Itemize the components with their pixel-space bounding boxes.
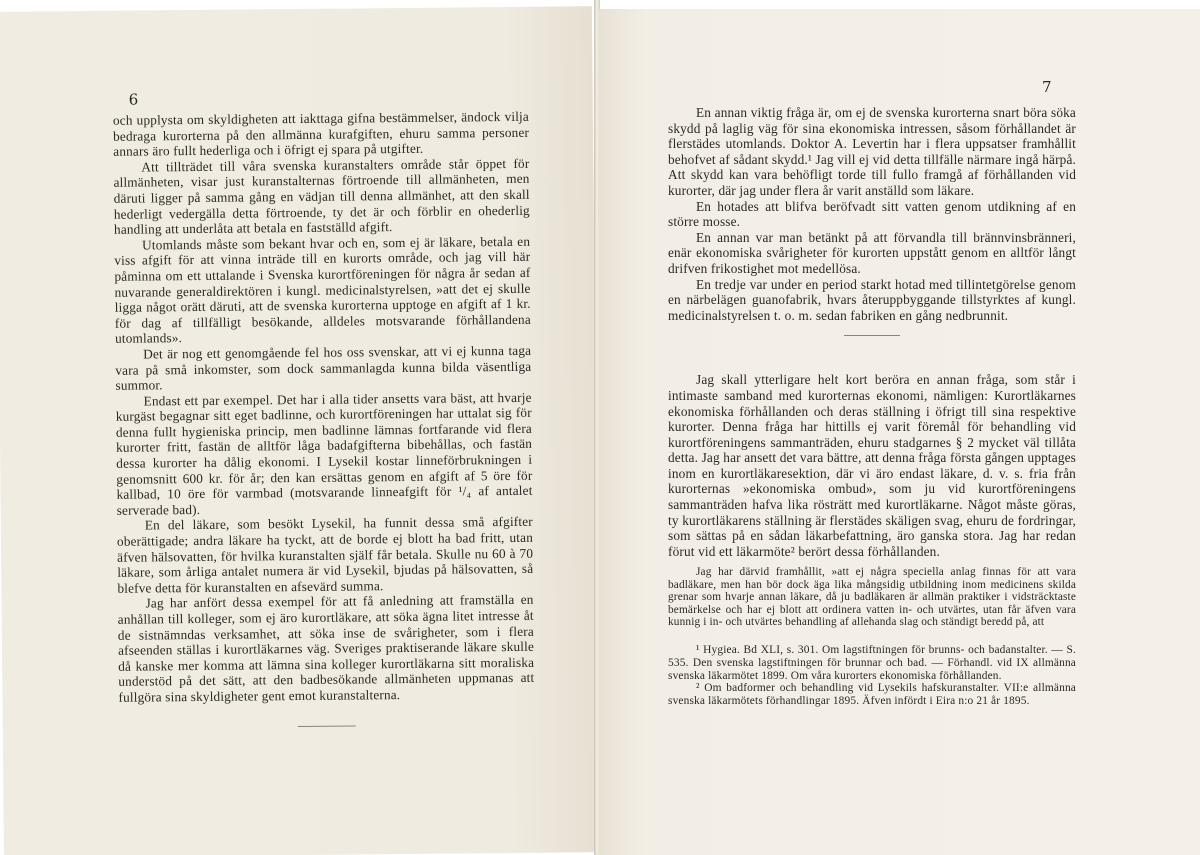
paragraph: En tredje var under en period starkt hotad med tillintetgörelse genom en närbelägen guanofabrik, hvars återuppbyggande tillstyrktes af kungl. medicinalstyrelsen t. o. m. sedan fabriken en gång nedbrunnit. [668,276,1076,323]
paragraph: En del läkare, som besökt Lysekil, ha funnit dessa små afgifter oberättigade; andra läkare ha tyckt, att de borde ej blott ha bad fritt, utan äfven hälsovatten, för hvilka kuranstalten själf får betala. Skulle nu 60 à 70 läkare, som årliga antalet numera är vid Lysekil, bjudas på hälsovatten, så blefve detta för kuranstalten en afsevärd summa. [116,514,534,596]
quoted-note: Jag har därvid framhållit, »att ej några speciella anlag finnas för att vara badläkare, men han bör dock äga lika mångsidig utbildning inom medicinens skilda grenar som hvarje annan läkare, då ju badläkaren är allmän praktiker i vidsträcktaste bemärkelse och har ej blott att ordinera vatten in- och utvärtes, utan får äfven vara kunnig i in- och utvärtes behandling af allehanda slag och ständigt beredd på, att [668,566,1076,629]
footnote: ² Om badformer och behandling vid Lysekils hafskuranstalter. VII:e allmänna svenska läkarmötets förhandlingar 1895. Äfven infördt i Eira n:o 21 år 1895. [668,682,1076,707]
footnote: ¹ Hygiea. Bd XLI, s. 301. Om lagstiftningen för brunns- och badanstalter. — S. 535. Den svenska lagstiftningen för brunnar och bad. — Förhandl. vid IX allmänna svenska läkarmötet 1899. Om våra kurorters ekonomiska förhållanden. [668,644,1076,682]
right-page [598,9,1200,855]
paragraph: Det är nog ett genomgående fel hos oss svenskar, att vi ej kunna taga vara på små inkomster, som dock sammanlagda kunna bilda väsentliga summor. [115,342,532,393]
section-divider [844,335,900,336]
paragraph: Jag skall ytterligare helt kort beröra en annan fråga, som står i intimaste samband med kurorternas ekonomi, nämligen: Kurortläkarnes ekonomiska förhållanden och deras ställning i öfrigt till sina respektive kurorter. Denna fråga har hittills ej varit föremål för behandling vid kurortföreningens sammanträden, ehuru stadgarnes § 2 mycket väl tillåta detta. Jag har ansett det vara bättre, att denna fråga första gången upptages inom en kurortläkaresektion, där vi äro endast läkare, d. v. s. fria från kurorternas »ekonomiska ombud», som ju vid kurortföreningens sammanträden hafva lika rösträtt med kurortläkarne. Något måste göras, ty kurortläkarens ställning är flerstädes skäligen svag, ehuru de fordringar, som sättas på en sådan läkarbefattning, äro ganska stora. Jag har redan förut vid ett läkarmöte² berört dessa förhållanden. [668,372,1076,559]
right-page-text [668,105,1076,707]
paragraph: Jag har anfört dessa exempel för att få anledning att framställa en anhållan till kolleger, som ej äro kurortläkare, att söka ägna litet intresse åt de sistnämndas verksamhet, att söka inse de svårigheter, som i flera afseenden ställas i kurortläkarnes väg. Sveriges praktiserande läkare skulle då kanske mer komma att lämna sina kolleger kurortläkarna sitt moraliska understöd på det sätt, att den badbesökande allmänheten uppmanas att fullgöra sina skyldigheter gent emot kuranstalterna. [117,592,535,705]
paragraph: En annan var man betänkt på att förvandla till brännvinsbränneri, enär ekonomiska svårigheter för kurorten uppstått genom en alltför långt drifven frikostighet mot medellösa. [668,229,1076,276]
left-page [0,6,600,855]
paragraph: Endast ett par exempel. Det har i alla tider ansetts vara bäst, att hvarje kurgäst begagnar sitt eget badlinne, och kurortföreningen har uttalat sig för denna fullt hygieniska princip, men badlinne lämnas fortfarande vid flera kurorter fritt, fastän de alltför låga badafgifterna bibehållas, och fastän dessa kurorter ha dålig ekonomi. I Lysekil kostar linneförbrukningen i genomsnitt 600 kr. för år; den kan ersättas genom en afgift af 5 öre för kallbad, 10 öre för varmbad (motsvarande linneafgift för ¹/₄ af antalet serverade bad). [115,389,533,518]
paragraph: Utomlands måste som bekant hvar och en, som ej är läkare, betala en viss afgift för att vinna inträde till en kurorts område, och jag vill här påminna om ett uttalande i Svenska kurortföreningen för några år sedan af nuvarande generaldirektören i kungl. medicinalstyrelsen, »att det ej skulle ligga något orätt däruti, att de svenska kurorterna upptoge en afgift af 1 kr. för dag af tillfälligt besökande, alldeles motsvarande förhållandena utomlands». [114,233,531,347]
section-divider [298,725,356,727]
paragraph: En annan viktig fråga är, om ej de svenska kurorterna snart böra söka skydd på laglig väg för sina ekonomiska intressen, såsom förhållandet är flerstädes utomlands. Doktor A. Levertin har i flera uppsatser framhållit behofvet af sådant skydd.¹ Jag vill ej vid detta tillfälle närmare ingå härpå. Att skydd kan vara behöfligt torde till fullo framgå af förhållanden vid kurorter, där jag under flera år varit anställd som läkare. [668,105,1076,198]
left-page-text [113,109,535,729]
footnotes [668,644,1076,707]
paragraph: En hotades att blifva beröfvadt sitt vatten genom utdikning af en större mosse. [668,198,1076,230]
page-number-right: 7 [1042,78,1052,96]
paragraph: Att tillträdet till våra svenska kuranstalters område står öppet för allmänheten, visar just kuranstalternas förtroende till allmänheten, men däruti ligger på samma gång en vädjan till denna allmänhet, att den skall hederligt vedergälla detta förtroende, ty det är och förblir en ohederlig handling att underlåta att betala en fastställd afgift. [113,155,530,237]
page-number-left: 6 [128,90,139,109]
paragraph: och upplysta om skyldigheten att iakttaga gifna bestämmelser, ändock vilja bedraga kurorterna på den allmänna kurafgiften, ehuru samma personer annars äro fullt hederliga och i öfrigt ej spara på utgifter. [112,108,530,159]
